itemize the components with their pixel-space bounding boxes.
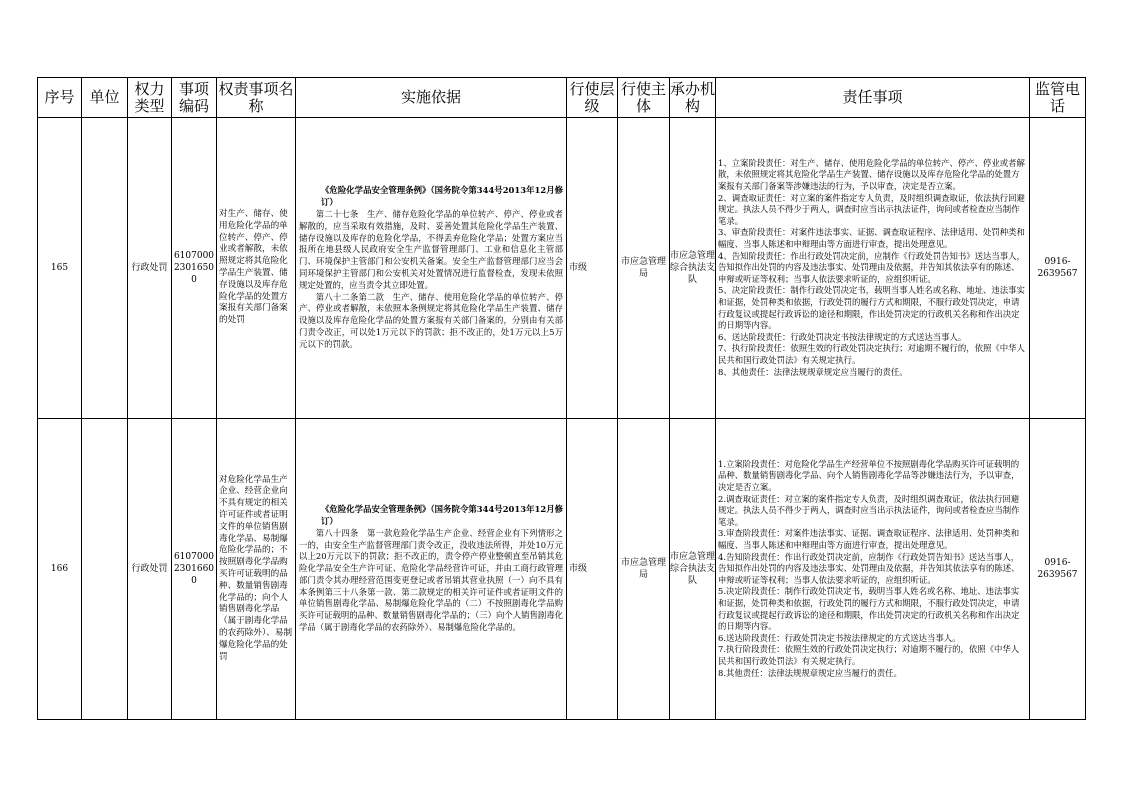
item-code: 610700023016500 (172, 118, 217, 419)
responsibility-item: 5、决定阶段责任：制作行政处罚决定书，载明当事人姓名或名称、地址、违法事实和证据，处罚种类和依据，行政处罚的履行方式和期限，不服行政处罚决定，申请行政复议或提起行政诉讼的途径和期限，作出处罚决定的行政机关名称和作出决定的日期等内容。 (718, 285, 1025, 331)
unit-cell (82, 118, 128, 419)
responsibility-item: 5.决定阶段责任：制作行政处罚决定书，载明当事人姓名或名称、地址、违法事实和证据，处罚种类和依据，行政处罚的履行方式和期限，不服行政处罚决定，申请行政复议或提起行政诉讼的途径和期限，作出处罚决定的行政机关名称和作出决定的日期等内容。 (718, 586, 1020, 632)
basis-title: 《危险化学品安全管理条例》（国务院令第344号2013年12月修订） (321, 185, 563, 208)
power-type: 行政处罚 (128, 118, 172, 419)
responsibility-item: 6.送达阶段责任：行政处罚决定书按法律规定的方式送达当事人。 (718, 632, 961, 643)
responsibility-item: 1、立案阶段责任：对生产、储存、使用危险化学品的单位转产、停产、停业或者解散，未依照规定将其危险化学品生产装置、储存设施以及库存危险化学品的处置方案报有关部门备案等涉嫌违法的行为，予以审查，决定是否立案。 (718, 157, 1025, 192)
handling-agency: 市应急管理综合执法支队 (670, 118, 716, 419)
row-number: 166 (38, 419, 82, 720)
exercise-level: 市级 (567, 419, 618, 720)
responsibility-item: 3.审查阶段责任：对案件违法事实、证据、调查取证程序、法律适用、处罚种类和幅度、当事人陈述和申辩理由等方面进行审查，提出处理意见。 (718, 528, 1020, 551)
handling-agency: 市应急管理综合执法支队 (670, 419, 716, 720)
item-name: 对危险化学品生产企业、经营企业向不具有规定的相关许可证件或者证明文件的单位销售剧毒化学品、易制爆危险化学品的；不按照剧毒化学品购买许可证载明的品种、数量销售剧毒化学品的；向个人销售剧毒化学品（属于剧毒化学品的农药除外）、易制爆危险化学品的处罚 (217, 419, 296, 720)
header-cell: 序号 (38, 78, 82, 118)
unit-cell (82, 419, 128, 720)
supervision-phone: 0916-2639567 (1030, 419, 1086, 720)
legal-basis (296, 419, 567, 720)
responsibility-item: 4.告知阶段责任：作出行政处罚决定前，应制作《行政处罚告知书》送达当事人，告知拟作出处罚的内容及违法事实、处罚理由及依据，并告知其依法享有的陈述、申辩或听证等权利；当事人依法要求听证的，应组织听证。 (718, 551, 1020, 585)
header-cell: 行使层级 (567, 78, 618, 118)
header-cell: 监管电话 (1030, 78, 1086, 118)
row-number: 165 (38, 118, 82, 419)
supervision-phone: 0916-2639567 (1030, 118, 1086, 419)
item-name: 对生产、储存、使用危险化学品的单位转产、停产、停业或者解散，未依照规定将其危险化学品生产装置、储存设施以及库存危险化学品的处置方案报有关部门备案的处罚 (217, 118, 296, 419)
responsibility-list (716, 419, 1030, 720)
basis-paragraph: 第八十二条第二款 生产、储存、使用危险化学品的单位转产、停产、停业或者解散，未依照本条例规定将其危险化学品生产装置、储存设施以及库存危险化学品的处置方案报有关部门备案的，分别由有关部门责令改正，可以处1万元以下的罚款；拒不改正的，处1万元以上5万元以下的罚款。 (299, 291, 563, 349)
header-cell: 实施依据 (296, 78, 567, 118)
responsibility-item: 6、送达阶段责任：行政处罚决定书按法律规定的方式送达当事人。 (718, 331, 967, 342)
header-cell: 权责事项名称 (217, 78, 296, 118)
responsibility-item: 2.调查取证责任：对立案的案件指定专人负责，及时组织调查取证，依法执行回避规定。执法人员不得少于两人，调查时应当出示执法证件，询问或者检查应当制作笔录。 (718, 493, 1020, 527)
header-cell: 责任事项 (716, 78, 1030, 118)
responsibility-item: 8、其他责任：法律法规规章规定应当履行的责任。 (718, 366, 908, 377)
header-cell: 权力类型 (128, 78, 172, 118)
responsibility-item: 4、告知阶段责任：作出行政处罚决定前，应制作《行政处罚告知书》送达当事人，告知拟作出处罚的内容及违法事实、处罚理由及依据，并告知其依法享有的陈述、申辩或听证等权利；当事人依法要求听证的，应组织听证。 (718, 250, 1025, 284)
exercise-subject: 市应急管理局 (618, 118, 670, 419)
header-cell: 事项编码 (172, 78, 217, 118)
legal-basis (296, 118, 567, 419)
table-row (38, 419, 1086, 720)
basis-paragraph: 第八十四条 第一款危险化学品生产企业、经营企业有下列情形之一的，由安全生产监督管理部门责令改正，没收违法所得，并处10万元以上20万元以下的罚款；拒不改正的，责令停产停业整顿直至吊销其危险化学品安全生产许可证、危险化学品经营许可证，并由工商行政管理部门责令其办理经营范围变更登记或者吊销其营业执照（一）向不具有本条例第三十八条第一款、第二款规定的相关许可证件或者证明文件的单位销售剧毒化学品、易制爆危险化学品的（二）不按照剧毒化学品购买许可证载明的品种、数量销售剧毒化学品的；（三）向个人销售剧毒化学品（属于剧毒化学品的农药除外）、易制爆危险化学品的。 (299, 527, 563, 633)
basis-title: 《危险化学品安全管理条例》（国务院令第344号2013年12月修订） (321, 504, 563, 526)
power-type: 行政处罚 (128, 419, 172, 720)
responsibility-item: 8.其他责任：法律法规规章规定应当履行的责任。 (718, 667, 902, 678)
header-cell: 行使主体 (618, 78, 670, 118)
item-code: 610700023016600 (172, 419, 217, 720)
responsibility-item: 7、执行阶段责任：依照生效的行政处罚决定执行；对逾期不履行的，依照《中华人民共和国行政处罚法》有关规定执行。 (718, 343, 1025, 365)
responsibility-item: 2、调查取证责任：对立案的案件指定专人负责，及时组织调查取证，依法执行回避规定。执法人员不得少于两人，调查时应当出示执法证件，询问或者检查应当制作笔录。 (718, 192, 1025, 226)
header-row (38, 78, 1086, 118)
exercise-level: 市级 (567, 118, 618, 419)
exercise-subject: 市应急管理局 (618, 419, 670, 720)
responsibility-list (716, 118, 1030, 419)
responsibility-item: 1.立案阶段责任：对危险化学品生产经营单位不按照剧毒化学品购买许可证载明的品种、数量销售剧毒化学品、向个人销售剧毒化学品等涉嫌违法行为，予以审查，决定是否立案。 (718, 458, 1020, 493)
basis-paragraph: 第二十七条 生产、储存危险化学品的单位转产、停产、停业或者解散的，应当采取有效措施，及时、妥善处置其危险化学品生产装置、储存设施以及库存的危险化学品，不得丢弃危险化学品；处置方案应当报所在地县级人民政府安全生产监督管理部门、工业和信息化主管部门、环境保护主管部门和公安机关备案。安全生产监督管理部门应当会同环境保护主管部门和公安机关对处置情况进行监督检查，发现未依照规定处置的，应当责令其立即处置。 (299, 209, 563, 290)
responsibility-item: 7.执行阶段责任：依照生效的行政处罚决定执行；对逾期不履行的，依照《中华人民共和国行政处罚法》有关规定执行。 (718, 644, 1020, 666)
responsibility-item: 3、审查阶段责任：对案件违法事实、证据、调查取证程序、法律适用、处罚种类和幅度、当事人陈述和申辩理由等方面进行审查，提出处理意见。 (718, 227, 1025, 250)
table-row (38, 118, 1086, 419)
header-cell: 承办机构 (670, 78, 716, 118)
power-responsibility-table (37, 77, 1086, 720)
header-cell: 单位 (82, 78, 128, 118)
